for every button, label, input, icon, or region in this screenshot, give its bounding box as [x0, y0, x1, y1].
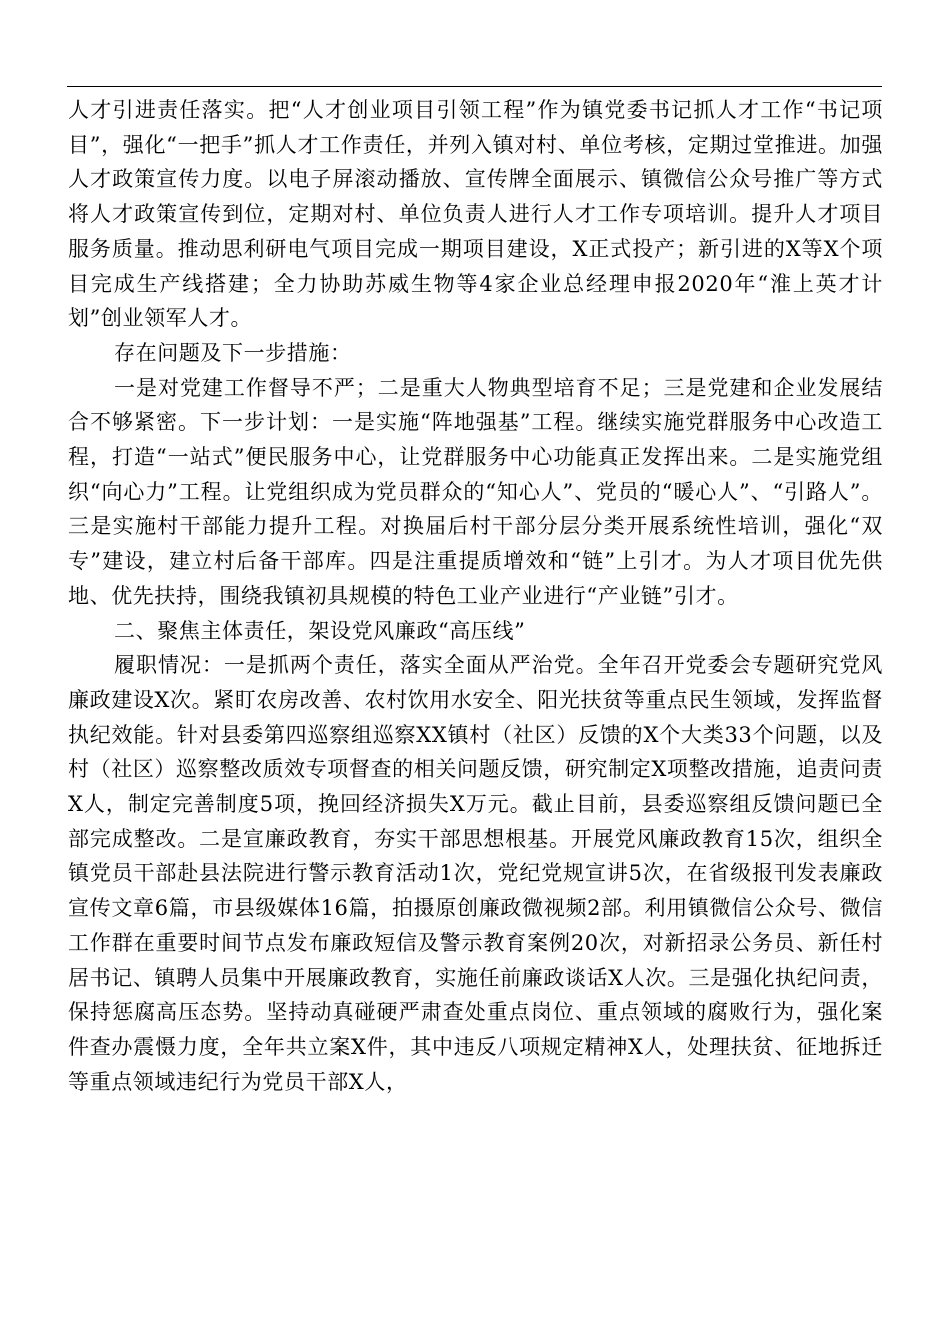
header-rule [67, 86, 882, 87]
paragraph-talent-responsibility: 人才引进责任落实。把“人才创业项目引领工程”作为镇党委书记抓人才工作“书记项目”，强化“一把手”抓人才工作责任，并列入镇对村、单位考核，定期过堂推进。加强人才政策宣传力度。以电子屏滚动播放、宣传牌全面展示、镇微信公众号推广等方式将人才政策宣传到位，定期对村、单位负责人进行人才工作专项培训。提升人才项目服务质量。推动思利研电气项目完成一期项目建设，X正式投产；新引进的X等X个项目完成生产线搭建；全力协助苏威生物等4家企业总经理申报2020年“淮上英才计划”创业领军人才。 [68, 98, 883, 331]
paragraph-performance: 履职情况：一是抓两个责任，落实全面从严治党。全年召开党委会专题研究党风廉政建设X次。紧盯农房改善、农村饮用水安全、阳光扶贫等重点民生领域，发挥监督执纪效能。针对县委第四巡察组巡察XX镇村（社区）反馈的X个大类33个问题，以及村（社区）巡察整改质效专项督查的相关问题反馈，研究制定X项整改措施，追责问责X人，制定完善制度5项，挽回经济损失X万元。截止目前，县委巡察组反馈问题已全部完成整改。二是宣廉政教育，夯实干部思想根基。开展党风廉政教育15次，组织全镇党员干部赴县法院进行警示教育活动1次，党纪党规宣讲5次，在省级报刊发表廉政宣传文章6篇，市县级媒体16篇，拍摄原创廉政微视频2部。利用镇微信公众号、微信工作群在重要时间节点发布廉政短信及警示教育案例20次，对新招录公务员、新任村居书记、镇聘人员集中开展廉政教育，实施任前廉政谈话X人次。三是强化执纪问责，保持惩腐高压态势。坚持动真碰硬严肃查处重点岗位、重点领域的腐败行为，强化案件查办震慑力度，全年共立案X件，其中违反八项规定精神X人，处理扶贫、征地拆迁等重点领域违纪行为党员干部X人， [68, 653, 883, 1094]
document-body [68, 93, 883, 1099]
paragraph-problems-and-plans: 一是对党建工作督导不严；二是重大人物典型培育不足；三是党建和企业发展结合不够紧密。下一步计划：一是实施“阵地强基”工程。继续实施党群服务中心改造工程，打造“一站式”便民服务中心，让党群服务中心功能真正发挥出来。二是实施党组织“向心力”工程。让党组织成为党员群众的“知心人”、党员的“暖心人”、“引路人”。三是实施村干部能力提升工程。对换届后村干部分层分类开展系统性培训，强化“双专”建设，建立村后备干部库。四是注重提质增效和“链”上引才。为人才项目优先供地、优先扶持，围绕我镇初具规模的特色工业产业进行“产业链”引才。 [68, 375, 883, 608]
section-two-heading: 二、聚焦主体责任，架设党风廉政“高压线” [114, 618, 526, 643]
paragraph-problems-heading: 存在问题及下一步措施： [114, 340, 352, 365]
